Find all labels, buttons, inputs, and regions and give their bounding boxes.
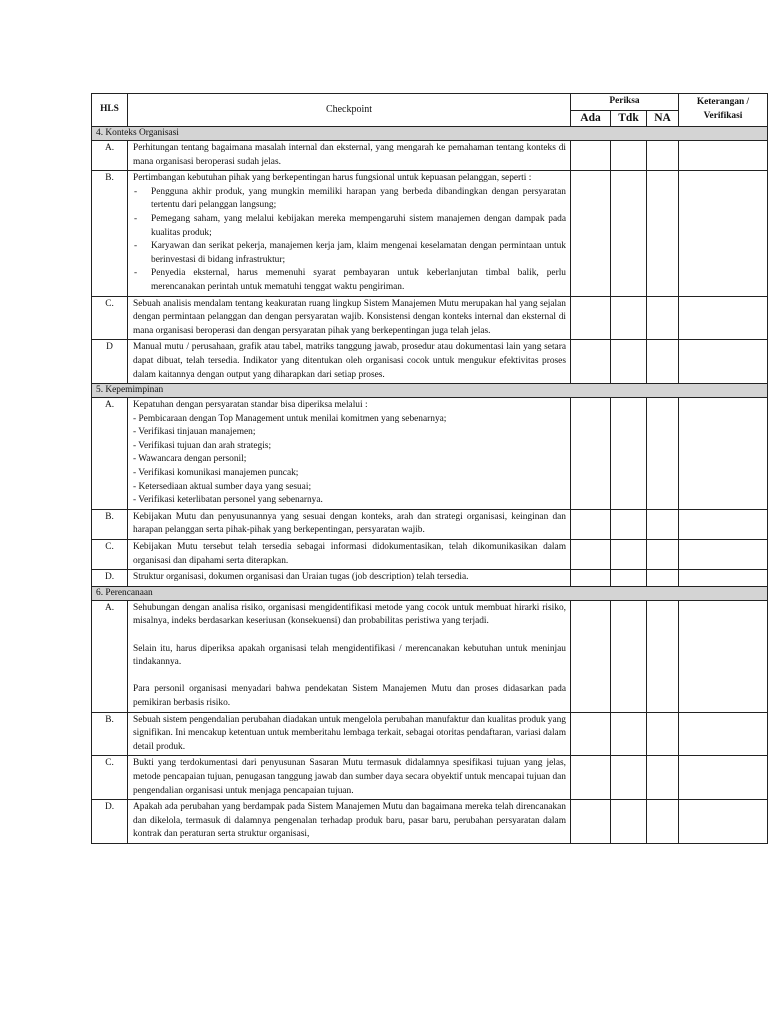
checkpoint-row: [92, 570, 768, 587]
bullet-dash: -: [134, 241, 138, 252]
checkpoint-text: [128, 570, 571, 587]
check-ada-cell[interactable]: [571, 570, 611, 587]
paragraph: - Verifikasi keterlibatan personel yang sebenarnya.: [133, 495, 323, 506]
checkpoint-text: [128, 756, 571, 800]
checkpoint-row: [92, 540, 768, 570]
paragraph: Struktur organisasi, dokumen organisasi dan Uraian tugas (job description) telah tersedia.: [133, 572, 469, 583]
paragraph: - Verifikasi tinjauan manajemen;: [133, 427, 256, 438]
paragraph: Sehubungan dengan analisa risiko, organisasi mengidentifikasi metode yang cocok untuk membuat hirarki risiko, misalnya, indeks berdasarkan keseriusan (konsekuensi) dan probabilitas peristiwa yang terjadi.: [133, 602, 566, 627]
check-na-cell[interactable]: [647, 141, 679, 171]
check-na-cell[interactable]: [647, 171, 679, 296]
paragraph: Para personil organisasi menyadari bahwa pendekatan Sistem Manajemen Mutu dan proses didasarkan pada pemikiran berbasis risiko.: [133, 684, 566, 708]
checkpoint-row: [92, 800, 768, 844]
paragraph: - Wawancara dengan personil;: [133, 454, 247, 465]
check-na-cell[interactable]: [647, 570, 679, 587]
paragraph: - Ketersediaan aktual sumber daya yang sesuai;: [133, 481, 312, 492]
paragraph: Bukti yang terdokumentasi dari penyusunan Sasaran Mutu termasuk didalamnya spesifikasi tujuan yang jelas, metode pencapaian tujuan, penugasan tanggung jawab dan sumber daya secara obyektif untuk mencapai tujuan dan pengendalian organisasi untuk menjaga pencapaian tujuan.: [133, 758, 566, 796]
check-tdk-cell[interactable]: [611, 712, 647, 756]
check-ada-cell[interactable]: [571, 141, 611, 171]
check-ada-cell[interactable]: [571, 509, 611, 539]
check-ada-cell[interactable]: [571, 296, 611, 340]
checkpoint-row: [92, 141, 768, 171]
paragraph: - Verifikasi tujuan dan arah strategis;: [133, 440, 272, 451]
section-title: 4. Konteks Organisasi: [92, 127, 768, 141]
keterangan-cell[interactable]: [679, 712, 768, 756]
paragraph: Perhitungan tentang bagaimana masalah internal dan eksternal, yang mengarah ke pemahaman tentang konteks di mana organisasi beroperasi sudah jelas.: [133, 143, 566, 167]
keterangan-cell[interactable]: [679, 600, 768, 712]
check-tdk-cell[interactable]: [611, 296, 647, 340]
checkpoint-text: [128, 398, 571, 510]
checkpoint-text: [128, 540, 571, 570]
paragraph: Sebuah sistem pengendalian perubahan diadakan untuk mengelola perubahan manufaktur dan kualitas produk yang signifikan. Ini mencakup ketentuan untuk memberitahu lembaga terkait, sebagai otoritas pendaftaran, variasi dalam detail produk.: [133, 714, 566, 752]
bullet-item: [133, 240, 566, 267]
bullet-dash: -: [134, 186, 138, 197]
paragraph: Kebijakan Mutu tersebut telah tersedia sebagai informasi didokumentasikan, telah dikomunikasikan dalam organisasi dan dipahami serta diterapkan.: [133, 542, 566, 566]
checkpoint-text: [128, 600, 571, 712]
checkpoint-label: D: [92, 340, 128, 384]
section-title: 6. Perencanaan: [92, 586, 768, 600]
keterangan-cell[interactable]: [679, 509, 768, 539]
checkpoint-row: [92, 509, 768, 539]
check-ada-cell[interactable]: [571, 171, 611, 296]
paragraph: Sebuah analisis mendalam tentang keakuratan ruang lingkup Sistem Manajemen Mutu merupakan hal yang sejalan dengan permintaan pelanggan dan dengan persyaratan wajib. Konsistensi dengan konteks internal dan eksternal di mana organisasi beroperasi dan dengan persyaratan pihak yang berkepentingan juga telah jelas.: [133, 298, 566, 336]
checklist-body: [92, 127, 768, 844]
bullet-text: Pemegang saham, yang melalui kebijakan mereka mempengaruhi sistem manajemen dengan dampak pada kualitas produk;: [151, 213, 566, 238]
check-na-cell[interactable]: [647, 509, 679, 539]
keterangan-cell[interactable]: [679, 570, 768, 587]
check-ada-cell[interactable]: [571, 540, 611, 570]
check-tdk-cell[interactable]: [611, 600, 647, 712]
bullet-text: Pengguna akhir produk, yang mungkin memiliki harapan yang berbeda dibandingkan dengan persyaratan tertentu dari pelanggan langsung;: [151, 186, 566, 211]
checkpoint-row: [92, 171, 768, 296]
header-checkpoint: Checkpoint: [128, 94, 571, 127]
check-ada-cell[interactable]: [571, 600, 611, 712]
header-keterangan-line2: Verifikasi: [703, 111, 743, 121]
paragraph: Manual mutu / perusahaan, grafik atau tabel, matriks tanggung jawab, prosedur atau dokumentasi lain yang setara dapat dibuat, telah tersedia. Indikator yang ditentukan oleh organisasi cocok untuk mengukur efektivitas proses dalam kaitannya dengan output yang diharapkan dari setiap proses.: [133, 342, 566, 380]
check-na-cell[interactable]: [647, 340, 679, 384]
checkpoint-text: [128, 141, 571, 171]
checkpoint-label: B.: [92, 509, 128, 539]
checkpoint-text: [128, 800, 571, 844]
checkpoint-label: B.: [92, 171, 128, 296]
check-tdk-cell[interactable]: [611, 756, 647, 800]
bullet-text: Penyedia eksternal, harus memenuhi syarat pembayaran untuk keberlanjutan timbal balik, perlu merencanakan perintah untuk mematuhi tenggat waktu pengiriman.: [151, 268, 566, 292]
keterangan-cell[interactable]: [679, 340, 768, 384]
check-ada-cell[interactable]: [571, 800, 611, 844]
header-keterangan: [679, 94, 768, 127]
check-tdk-cell[interactable]: [611, 171, 647, 296]
check-tdk-cell[interactable]: [611, 141, 647, 171]
checkpoint-label: C.: [92, 540, 128, 570]
check-na-cell[interactable]: [647, 540, 679, 570]
checkpoint-row: [92, 340, 768, 384]
checkpoint-text: [128, 712, 571, 756]
checkpoint-row: [92, 712, 768, 756]
bullet-item: [133, 213, 566, 240]
header-tdk: Tdk: [611, 111, 647, 127]
checkpoint-row: [92, 756, 768, 800]
keterangan-cell[interactable]: [679, 540, 768, 570]
bullet-dash: -: [134, 213, 138, 224]
header-hls: HLS: [92, 94, 128, 127]
keterangan-cell[interactable]: [679, 296, 768, 340]
audit-checklist-table: [91, 93, 768, 844]
checkpoint-row: [92, 296, 768, 340]
checkpoint-label: C.: [92, 756, 128, 800]
bullet-item: [133, 186, 566, 213]
paragraph: - Verifikasi komunikasi manajemen puncak;: [133, 468, 299, 479]
keterangan-cell[interactable]: [679, 800, 768, 844]
header-ada: Ada: [571, 111, 611, 127]
check-tdk-cell[interactable]: [611, 509, 647, 539]
checkpoint-text: [128, 340, 571, 384]
paragraph: Kebijakan Mutu dan penyusunannya yang sesuai dengan konteks, arah dan strategi organisasi, keinginan dan harapan pelanggan serta pihak-pihak yang berkepentingan, persyaratan wajib.: [133, 511, 566, 536]
checkpoint-row: [92, 398, 768, 510]
check-ada-cell[interactable]: [571, 340, 611, 384]
check-ada-cell[interactable]: [571, 398, 611, 510]
paragraph: - Pembicaraan dengan Top Management untuk menilai komitmen yang sebenarnya;: [133, 413, 447, 424]
section-header-row: [92, 127, 768, 141]
check-tdk-cell[interactable]: [611, 340, 647, 384]
check-ada-cell[interactable]: [571, 712, 611, 756]
keterangan-cell[interactable]: [679, 398, 768, 510]
bullet-dash: -: [134, 268, 138, 279]
header-periksa: Periksa: [571, 94, 679, 111]
keterangan-cell[interactable]: [679, 171, 768, 296]
check-na-cell[interactable]: [647, 800, 679, 844]
keterangan-cell[interactable]: [679, 756, 768, 800]
check-tdk-cell[interactable]: [611, 800, 647, 844]
checklist-page: [91, 93, 767, 844]
checkpoint-label: A.: [92, 141, 128, 171]
paragraph: Pertimbangan kebutuhan pihak yang berkepentingan harus fungsional untuk kepuasan pelanggan, seperti :: [133, 173, 532, 184]
section-title: 5. Kepemimpinan: [92, 384, 768, 398]
check-na-cell[interactable]: [647, 712, 679, 756]
checkpoint-row: [92, 600, 768, 712]
bullet-text: Karyawan dan serikat pekerja, manajemen kerja jam, klaim mengenai keselamatan dengan permintaan untuk berinvestasi di bidang infrastruktur;: [151, 241, 566, 265]
header-na: NA: [647, 111, 679, 127]
check-na-cell[interactable]: [647, 600, 679, 712]
paragraph: Apakah ada perubahan yang berdampak pada Sistem Manajemen Mutu dan bagaimana mereka telah direncanakan dan dikelola, termasuk di dalamnya pengenalan terhadap produk baru, pasar baru, perubahan persyaratan dalam kontrak dan peraturan serta struktur organisasi,: [133, 802, 566, 840]
section-header-row: [92, 586, 768, 600]
checkpoint-label: B.: [92, 712, 128, 756]
checkpoint-text: [128, 171, 571, 296]
bullet-item: [133, 267, 566, 294]
check-ada-cell[interactable]: [571, 756, 611, 800]
check-na-cell[interactable]: [647, 756, 679, 800]
checkpoint-text: [128, 296, 571, 340]
check-tdk-cell[interactable]: [611, 540, 647, 570]
checkpoint-label: D.: [92, 570, 128, 587]
paragraph: Selain itu, harus diperiksa apakah organisasi telah mengidentifikasi / merencanakan kebutuhan untuk meninjau tindakannya.: [133, 643, 566, 668]
checkpoint-text: [128, 509, 571, 539]
checkpoint-label: C.: [92, 296, 128, 340]
checkpoint-label: A.: [92, 398, 128, 510]
header-keterangan-line1: Keterangan /: [696, 97, 750, 108]
check-na-cell[interactable]: [647, 296, 679, 340]
check-na-cell[interactable]: [647, 398, 679, 510]
section-header-row: [92, 384, 768, 398]
keterangan-cell[interactable]: [679, 141, 768, 171]
checkpoint-label: D.: [92, 800, 128, 844]
checkpoint-label: A.: [92, 600, 128, 712]
paragraph: Kepatuhan dengan persyaratan standar bisa diperiksa melalui :: [133, 400, 368, 411]
check-tdk-cell[interactable]: [611, 570, 647, 587]
check-tdk-cell[interactable]: [611, 398, 647, 510]
